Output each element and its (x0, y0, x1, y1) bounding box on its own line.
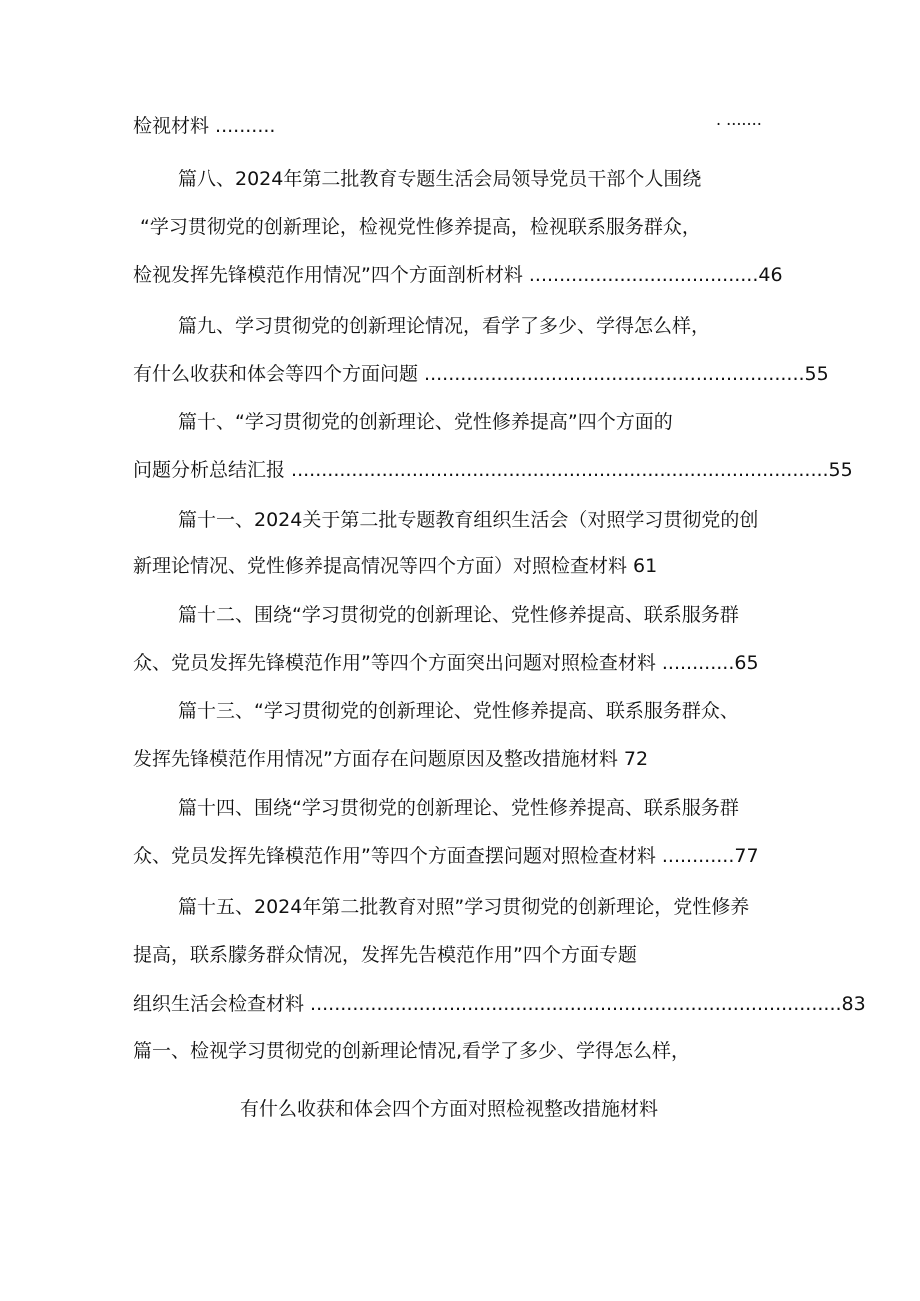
toc-entry-15-line3: 组织生活会检查材料 ........................................................................................83 (133, 993, 866, 1015)
toc-entry-13-line1: 篇十三、“学习贯彻党的创新理论、党性修养提高、联系服务群众、 (178, 700, 739, 722)
toc-entry-10-line1: 篇十、“学习贯彻党的创新理论、党性修养提高”四个方面的 (178, 411, 673, 433)
toc-entry-9-line2: 有什么收获和体会等四个方面问题 ...............................................................55 (133, 363, 829, 385)
article-heading-line1: 篇一、检视学习贯彻党的创新理论情况,看学了多少、学得怎么样， (133, 1040, 691, 1062)
toc-entry-12-line1: 篇十二、围绕“学习贯彻党的创新理论、党性修养提高、联系服务群 (178, 604, 739, 626)
toc-entry-continuation: 检视材料 .......... (133, 115, 276, 137)
toc-entry-15-line1: 篇十五、2024年第二批教育对照”学习贯彻党的创新理论，党性修养 (178, 896, 750, 918)
toc-entry-9-line1: 篇九、学习贯彻党的创新理论情况，看学了多少、学得怎么样， (178, 315, 711, 337)
article-heading-line2: 有什么收获和体会四个方面对照检视整改措施材料 (240, 1098, 659, 1120)
toc-entry-15-line2: 提高，联系朦务群众情况，发挥先告模范作用”四个方面专题 (133, 944, 637, 966)
toc-entry-14-line2: 众、党员发挥先锋模范作用”等四个方面查摆问题对照检查材料 ............77 (133, 845, 759, 867)
toc-entry-11-line1: 篇十一、2024关于第二批专题教育组织生活会（对照学习贯彻党的创 (178, 509, 759, 531)
toc-entry-11-line2: 新理论情况、党性修养提高情况等四个方面）对照检查材料 61 (133, 555, 658, 577)
toc-entry-12-line2: 众、党员发挥先锋模范作用”等四个方面突出问题对照检查材料 ............65 (133, 652, 759, 674)
toc-trailing-dots: . ....... (716, 110, 762, 129)
toc-entry-13-line2: 发挥先锋模范作用情况”方面存在问题原因及整改措施材料 72 (133, 748, 649, 770)
toc-entry-8-line1: 篇八、2024年第二批教育专题生活会局领导党员干部个人围绕 (178, 168, 702, 190)
toc-entry-10-line2: 问题分析总结汇报 .........................................................................................55 (133, 459, 853, 481)
toc-entry-8-line3: 检视发挥先锋模范作用情况”四个方面剖析材料 ......................................46 (133, 264, 783, 286)
toc-entry-14-line1: 篇十四、围绕“学习贯彻党的创新理论、党性修养提高、联系服务群 (178, 797, 739, 819)
toc-entry-8-line2: “学习贯彻党的创新理论，检视党性修养提高，检视联系服务群众， (140, 216, 701, 238)
